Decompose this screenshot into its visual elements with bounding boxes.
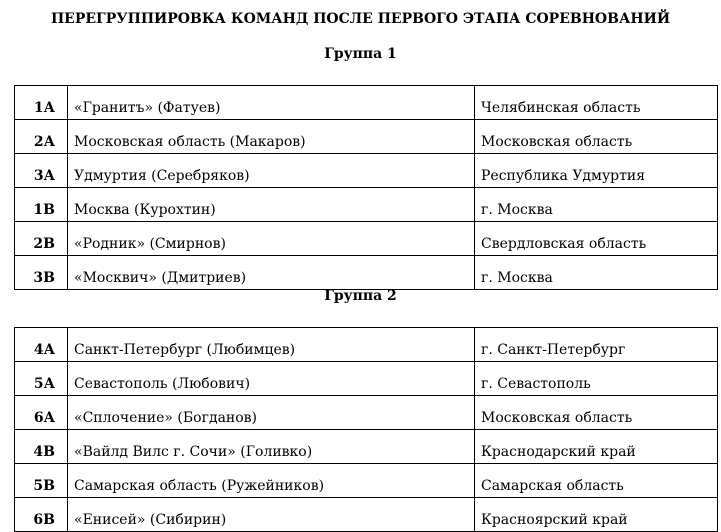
team-name: «Енисей» (Сибирин)	[68, 498, 475, 532]
table-row	[15, 222, 718, 256]
table-row	[15, 396, 718, 430]
table-row	[15, 86, 718, 120]
team-name: Севастополь (Любович)	[68, 362, 475, 396]
team-name: «Вайлд Вилс г. Сочи» (Голивко)	[68, 430, 475, 464]
table-row	[15, 256, 718, 290]
team-region: Самарская область	[475, 464, 718, 498]
table-row	[15, 430, 718, 464]
team-region: г. Севастополь	[475, 362, 718, 396]
team-code: 5В	[15, 464, 68, 498]
team-region: Московская область	[475, 120, 718, 154]
table-row	[15, 188, 718, 222]
team-code: 2В	[15, 222, 68, 256]
team-region: Краснодарский край	[475, 430, 718, 464]
team-name: Удмуртия (Серебряков)	[68, 154, 475, 188]
group-2-table	[14, 327, 718, 532]
team-name: «Москвич» (Дмитриев)	[68, 256, 475, 290]
table-row	[15, 498, 718, 532]
team-code: 6В	[15, 498, 68, 532]
team-name: Самарская область (Ружейников)	[68, 464, 475, 498]
team-name: «Родник» (Смирнов)	[68, 222, 475, 256]
page-title: ПЕРЕГРУППИРОВКА КОМАНД ПОСЛЕ ПЕРВОГО ЭТАПА СОРЕВНОВАНИЙ	[50, 11, 671, 27]
team-name: Московская область (Макаров)	[68, 120, 475, 154]
team-name: Москва (Курохтин)	[68, 188, 475, 222]
team-region: Свердловская область	[475, 222, 718, 256]
team-code: 5А	[15, 362, 68, 396]
team-code: 2А	[15, 120, 68, 154]
team-code: 1В	[15, 188, 68, 222]
team-region: г. Москва	[475, 188, 718, 222]
team-code: 3А	[15, 154, 68, 188]
team-code: 1А	[15, 86, 68, 120]
group-2-title: Группа 2	[324, 288, 397, 304]
team-region: Московская область	[475, 396, 718, 430]
table-row	[15, 362, 718, 396]
team-region: г. Москва	[475, 256, 718, 290]
team-name: «Гранитъ» (Фатуев)	[68, 86, 475, 120]
team-code: 3В	[15, 256, 68, 290]
table-row	[15, 154, 718, 188]
group-1-table	[14, 85, 718, 290]
team-name: Санкт-Петербург (Любимцев)	[68, 328, 475, 362]
table-row	[15, 328, 718, 362]
team-code: 4А	[15, 328, 68, 362]
team-region: Челябинская область	[475, 86, 718, 120]
team-code: 4В	[15, 430, 68, 464]
team-code: 6А	[15, 396, 68, 430]
team-region: Республика Удмуртия	[475, 154, 718, 188]
group-1-title: Группа 1	[324, 46, 397, 62]
team-region: Красноярский край	[475, 498, 718, 532]
table-row	[15, 464, 718, 498]
table-row	[15, 120, 718, 154]
team-region: г. Санкт-Петербург	[475, 328, 718, 362]
team-name: «Сплочение» (Богданов)	[68, 396, 475, 430]
